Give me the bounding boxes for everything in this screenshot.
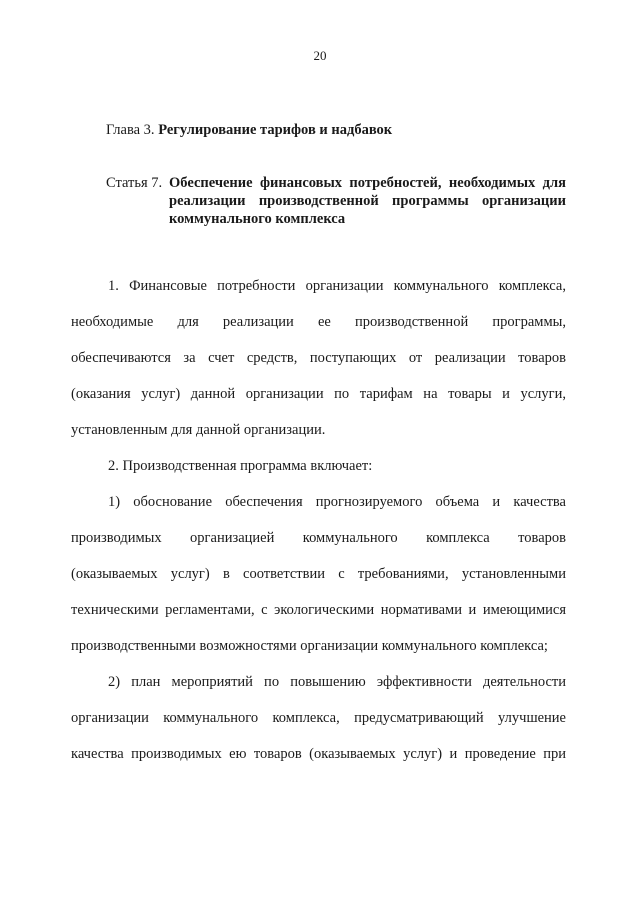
paragraph-line: 2. Производственная программа включает: — [108, 458, 373, 474]
paragraph-line: организации коммунального комплекса, предусматривающий улучшение — [71, 710, 566, 726]
article-body — [71, 268, 566, 888]
article-title-line: реализации производственной программы организации — [169, 193, 566, 209]
paragraph-line: производственными возможностями организации коммунального комплекса; — [71, 638, 548, 654]
chapter-prefix: Глава 3. — [106, 122, 159, 138]
paragraph-line: 1) обоснование обеспечения прогнозируемого объема и качества — [108, 494, 566, 510]
paragraph-line: 1. Финансовые потребности организации коммунального комплекса, — [108, 278, 566, 294]
article-title — [169, 174, 566, 228]
page-number: 20 — [313, 48, 327, 63]
paragraph-line: 2) план мероприятий по повышению эффективности деятельности — [108, 674, 566, 690]
paragraph-line: (оказываемых услуг) в соответствии с требованиями, установленными — [71, 566, 566, 582]
paragraph-line: производимых организацией коммунального комплекса товаров — [71, 530, 566, 546]
article-title-line: Обеспечение финансовых потребностей, необходимых для — [169, 175, 566, 191]
paragraph-line: качества производимых ею товаров (оказываемых услуг) и проведение при — [71, 746, 566, 762]
chapter-title: Регулирование тарифов и надбавок — [158, 122, 393, 138]
paragraph-line: (оказания услуг) данной организации по тарифам на товары и услуги, — [71, 386, 566, 402]
article-prefix: Статья 7. — [106, 175, 163, 191]
paragraph-line: необходимые для реализации ее производственной программы, — [71, 314, 566, 330]
paragraph-line: установленным для данной организации. — [71, 422, 326, 438]
chapter-heading — [106, 122, 392, 139]
paragraph-line: техническими регламентами, с экологическими нормативами и имеющимися — [71, 602, 566, 618]
paragraph-line: обеспечиваются за счет средств, поступающих от реализации товаров — [71, 350, 566, 366]
article-title-line: коммунального комплекса — [169, 211, 346, 227]
